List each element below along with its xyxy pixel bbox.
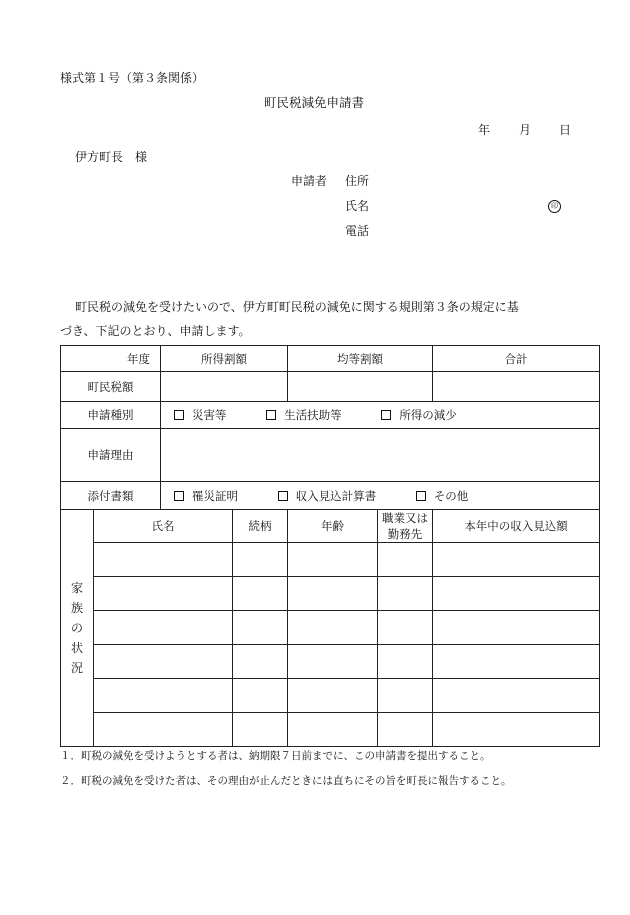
date-month: 月	[519, 123, 532, 137]
family-age-field[interactable]	[288, 679, 378, 713]
attachment-option-income-calc[interactable]: 収入見込計算書	[278, 489, 377, 503]
attachment-option-other[interactable]: その他	[416, 489, 469, 503]
attachment-option-disaster-cert[interactable]: 罹災証明	[174, 489, 238, 503]
checkbox[interactable]	[416, 491, 426, 501]
family-occupation-field[interactable]	[378, 645, 433, 679]
family-occupation-field[interactable]	[378, 611, 433, 645]
type-options	[161, 402, 600, 429]
family-occupation-field[interactable]	[378, 543, 433, 577]
family-occupation-field[interactable]	[378, 713, 433, 747]
seal-mark: 印	[548, 200, 561, 213]
family-income-field[interactable]	[433, 577, 600, 611]
address-label: 住所	[345, 174, 370, 188]
note-1: １．町税の減免を受けようとする者は、納期限７日前までに、この申請書を提出すること。	[60, 750, 491, 762]
family-name-field[interactable]	[94, 611, 233, 645]
family-age-field[interactable]	[288, 713, 378, 747]
table-row	[61, 679, 600, 713]
checkbox[interactable]	[381, 410, 391, 420]
table-row	[61, 543, 600, 577]
applicant-heading: 申請者	[291, 174, 328, 188]
family-col-name: 氏名	[94, 510, 233, 543]
family-col-income: 本年中の収入見込額	[433, 510, 600, 543]
date-day: 日	[559, 123, 572, 137]
per-capita-levy-field[interactable]	[288, 372, 433, 402]
family-name-field[interactable]	[94, 713, 233, 747]
family-age-field[interactable]	[288, 577, 378, 611]
family-status-label: 家 族 の 状 況	[61, 510, 94, 747]
family-occupation-field[interactable]	[378, 679, 433, 713]
year-label: 年度	[61, 346, 161, 372]
family-income-field[interactable]	[433, 645, 600, 679]
family-relation-field[interactable]	[233, 679, 288, 713]
checkbox[interactable]	[278, 491, 288, 501]
col-total: 合計	[433, 346, 600, 372]
date-year: 年	[478, 123, 491, 137]
family-col-age: 年齢	[288, 510, 378, 543]
family-relation-field[interactable]	[233, 543, 288, 577]
phone-label: 電話	[345, 224, 370, 238]
name-label: 氏名	[345, 199, 370, 213]
type-label: 申請種別	[61, 402, 161, 429]
checkbox[interactable]	[174, 410, 184, 420]
family-col-relation: 続柄	[233, 510, 288, 543]
application-table	[60, 345, 600, 747]
note-2: ２．町税の減免を受けた者は、その理由が止んだときには直ちにその旨を町長に報告すること。	[60, 775, 512, 787]
family-relation-field[interactable]	[233, 611, 288, 645]
family-age-field[interactable]	[288, 611, 378, 645]
intro-line-2: づき、下記のとおり、申請します。	[60, 324, 251, 338]
family-name-field[interactable]	[94, 577, 233, 611]
attachments-label: 添付書類	[61, 482, 161, 510]
family-income-field[interactable]	[433, 713, 600, 747]
type-option-income-decrease[interactable]: 所得の減少	[381, 408, 457, 422]
intro-line-1: 町民税の減免を受けたいので、伊方町町民税の減免に関する規則第３条の規定に基	[75, 300, 519, 314]
family-income-field[interactable]	[433, 543, 600, 577]
page-title: 町民税減免申請書	[264, 95, 365, 110]
table-row	[61, 611, 600, 645]
family-age-field[interactable]	[288, 543, 378, 577]
total-field[interactable]	[433, 372, 600, 402]
checkbox[interactable]	[266, 410, 276, 420]
family-relation-field[interactable]	[233, 645, 288, 679]
family-col-occupation: 職業又は勤務先	[378, 510, 433, 543]
col-per-capita-levy: 均等割額	[288, 346, 433, 372]
addressee: 伊方町長 様	[75, 150, 148, 164]
col-income-levy: 所得割額	[161, 346, 288, 372]
family-name-field[interactable]	[94, 543, 233, 577]
reason-field[interactable]	[161, 429, 600, 482]
family-income-field[interactable]	[433, 679, 600, 713]
family-name-field[interactable]	[94, 645, 233, 679]
checkbox[interactable]	[174, 491, 184, 501]
table-row	[61, 713, 600, 747]
form-number: 様式第１号（第３条関係）	[60, 71, 205, 85]
table-row	[61, 645, 600, 679]
family-age-field[interactable]	[288, 645, 378, 679]
attachment-options	[161, 482, 600, 510]
family-income-field[interactable]	[433, 611, 600, 645]
family-name-field[interactable]	[94, 679, 233, 713]
family-relation-field[interactable]	[233, 713, 288, 747]
income-levy-field[interactable]	[161, 372, 288, 402]
table-row	[61, 577, 600, 611]
family-relation-field[interactable]	[233, 577, 288, 611]
type-option-disaster[interactable]: 災害等	[174, 408, 227, 422]
reason-label: 申請理由	[61, 429, 161, 482]
type-option-welfare[interactable]: 生活扶助等	[266, 408, 342, 422]
family-occupation-field[interactable]	[378, 577, 433, 611]
tax-amount-label: 町民税額	[61, 372, 161, 402]
